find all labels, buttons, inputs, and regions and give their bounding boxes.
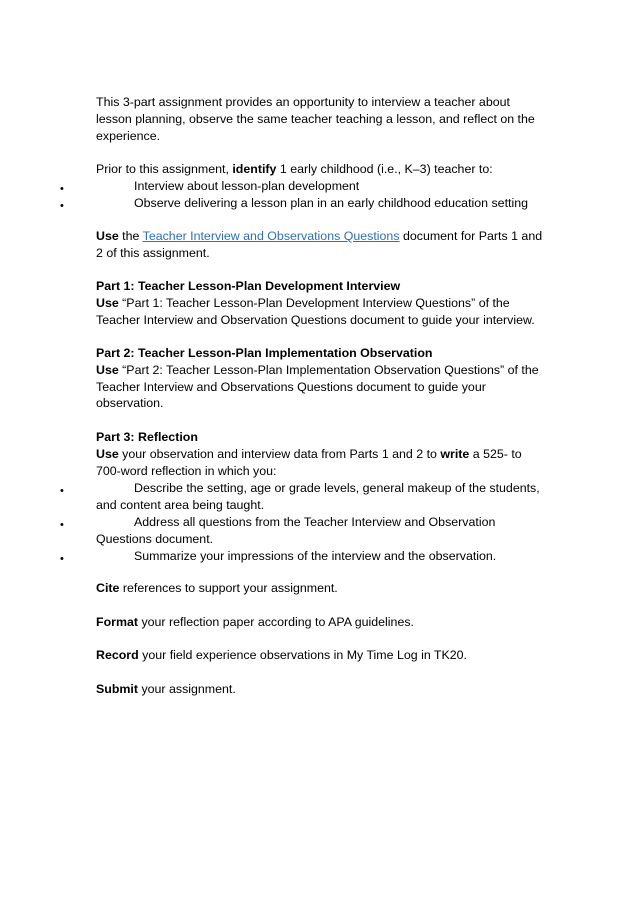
part3-heading — [96, 429, 546, 446]
use-line — [96, 228, 546, 245]
prior-bullet-item — [96, 195, 546, 212]
bullet-text: Interview about lesson-plan development — [134, 179, 360, 193]
use-paragraph — [96, 228, 546, 262]
part2-text: “Part 2: Teacher Lesson-Plan Implementation Observation Questions” of the — [118, 362, 539, 377]
part3-text-end: a 525- to — [469, 446, 522, 461]
format-text: your reflection paper according to APA guidelines. — [138, 615, 414, 629]
part1-line — [96, 295, 546, 312]
intro-paragraph — [96, 94, 546, 144]
submit-line — [96, 681, 546, 698]
part1-section — [96, 278, 546, 328]
part3-text: your observation and interview data from Parts 1 and 2 to — [118, 446, 441, 461]
bullet-text: Observe delivering a lesson plan in an early childhood education setting — [134, 196, 528, 210]
record-paragraph — [96, 647, 546, 664]
part2-heading — [96, 345, 546, 362]
prior-line — [96, 161, 546, 178]
part3-use-bold: Use — [96, 446, 119, 461]
bullet-text: Summarize your impressions of the interview and the observation. — [134, 549, 497, 563]
record-bold: Record — [96, 648, 139, 662]
cite-line — [96, 580, 546, 597]
prior-paragraph — [96, 161, 546, 178]
record-line — [96, 647, 546, 664]
use-text-after: document for Parts 1 and — [399, 229, 543, 243]
part3-section — [96, 429, 546, 479]
record-text: your field experience observations in My Time Log in TK20. — [138, 648, 467, 662]
format-line — [96, 614, 546, 631]
part3-line — [96, 446, 546, 463]
bullet-icon: • — [60, 485, 64, 497]
part1-line-2: Teacher Interview and Observation Questions document to guide your interview. — [96, 312, 535, 327]
bullet-text: Address all questions from the Teacher Interview and Observation — [134, 515, 496, 529]
bullet-icon: • — [60, 183, 64, 195]
use-text: the — [118, 229, 143, 243]
cite-paragraph — [96, 580, 546, 597]
prior-text-after: 1 early childhood (i.e., K–3) teacher to: — [276, 162, 493, 176]
part3-bullet-item — [96, 480, 546, 514]
bullet-icon: • — [60, 519, 64, 531]
part3-bullet-item — [96, 514, 546, 548]
bullet-icon: • — [60, 553, 64, 565]
part2-line-2: Teacher Interview and Observations Questions document to guide your — [96, 379, 486, 394]
intro-line: This 3-part assignment provides an opportunity to interview a teacher about — [96, 95, 510, 109]
part2-line-3: observation. — [96, 396, 164, 411]
part3-line-2: 700-word reflection in which you: — [96, 463, 277, 478]
use-bold: Use — [96, 229, 119, 243]
use-line-2: 2 of this assignment. — [96, 245, 210, 260]
part1-use-bold: Use — [96, 295, 119, 310]
part2-section — [96, 345, 546, 412]
submit-text: your assignment. — [138, 682, 236, 696]
prior-bold: identify — [232, 162, 277, 176]
prior-bullet-item — [96, 178, 546, 195]
cite-text: references to support your assignment. — [119, 581, 338, 595]
submit-paragraph — [96, 681, 546, 698]
format-paragraph — [96, 614, 546, 631]
bullet-text-continued: and content area being taught. — [96, 497, 265, 512]
intro-line: lesson planning, observe the same teacher teaching a lesson, and reflect on the — [96, 111, 535, 126]
part3-bullet-item — [96, 548, 546, 565]
part3-heading-text: Part 3: Reflection — [96, 430, 198, 444]
cite-bold: Cite — [96, 581, 120, 595]
part2-use-bold: Use — [96, 362, 119, 377]
bullet-text: Describe the setting, age or grade levels, general makeup of the students, — [134, 481, 540, 495]
format-bold: Format — [96, 615, 138, 629]
intro-line: experience. — [96, 128, 161, 143]
part3-write-bold: write — [440, 446, 470, 461]
part1-heading — [96, 278, 546, 295]
bullet-icon: • — [60, 200, 64, 212]
bullet-text-continued: Questions document. — [96, 531, 214, 546]
questions-document-link[interactable]: Teacher Interview and Observations Questions — [142, 229, 400, 243]
submit-bold: Submit — [96, 682, 138, 696]
part2-heading-text: Part 2: Teacher Lesson-Plan Implementation Observation — [96, 346, 433, 360]
part1-text: “Part 1: Teacher Lesson-Plan Development Interview Questions” of the — [118, 295, 510, 310]
prior-text: Prior to this assignment, — [96, 162, 233, 176]
part1-heading-text: Part 1: Teacher Lesson-Plan Development Interview — [96, 279, 401, 293]
part2-line — [96, 362, 546, 379]
